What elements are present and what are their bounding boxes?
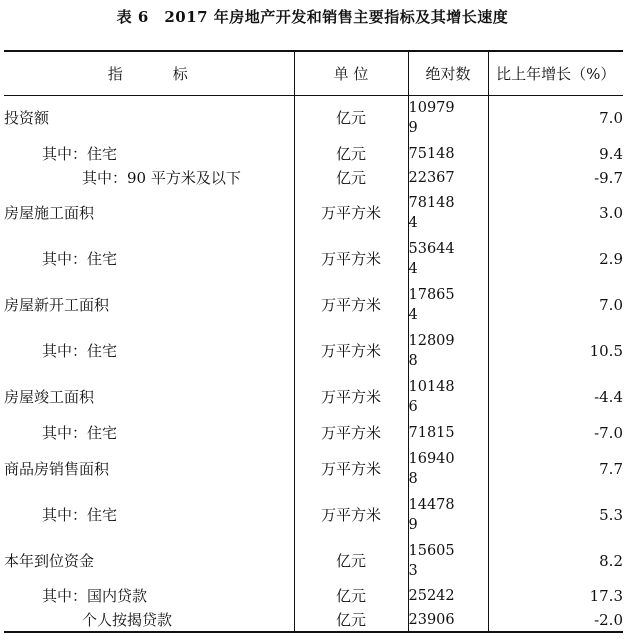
row-growth: -2.0 — [488, 608, 623, 632]
row-unit: 亿元 — [294, 95, 408, 141]
table-row — [4, 95, 623, 141]
row-name: 投资额 — [4, 109, 50, 128]
abs-part-b: 3 — [408, 563, 418, 579]
row-growth: -4.4 — [488, 374, 623, 420]
table-row — [4, 190, 623, 236]
row-unit: 万平方米 — [294, 282, 408, 328]
row-unit: 万平方米 — [294, 374, 408, 420]
abs-part-b: 9 — [408, 120, 418, 137]
header-unit: 单 位 — [294, 51, 408, 95]
row-unit: 亿元 — [294, 584, 408, 608]
row-unit: 万平方米 — [294, 236, 408, 282]
row-absolute — [408, 374, 488, 420]
header-indicator-b: 标 — [172, 64, 190, 83]
row-unit: 万平方米 — [294, 190, 408, 236]
abs-part-a: 15605 — [408, 543, 455, 559]
table-row — [4, 328, 623, 374]
row-growth: 3.0 — [488, 190, 623, 236]
row-absolute — [408, 328, 488, 374]
row-growth: 9.4 — [488, 141, 623, 166]
row-growth: -7.0 — [488, 420, 623, 446]
table-row — [4, 608, 623, 632]
row-growth: 8.2 — [488, 538, 623, 584]
row-unit: 万平方米 — [294, 446, 408, 492]
row-absolute: 22367 — [408, 166, 488, 190]
abs-part-a: 53644 — [408, 241, 455, 257]
row-name: 其中：住宅 — [42, 144, 118, 163]
table-row — [4, 166, 623, 190]
abs-part-a: 17865 — [408, 287, 455, 303]
row-unit: 万平方米 — [294, 328, 408, 374]
row-absolute — [408, 236, 488, 282]
row-growth: 5.3 — [488, 492, 623, 538]
header-indicator — [4, 51, 294, 95]
row-name: 其中：住宅 — [42, 342, 118, 360]
row-unit: 亿元 — [294, 538, 408, 584]
header-row — [4, 51, 623, 95]
row-growth: 7.7 — [488, 446, 623, 492]
table-row — [4, 141, 623, 166]
row-name: 其中：住宅 — [42, 506, 118, 524]
abs-part-b: 9 — [408, 517, 418, 533]
abs-part-b: 8 — [408, 471, 418, 487]
row-unit: 亿元 — [294, 166, 408, 190]
abs-part-b: 4 — [408, 215, 418, 231]
header-growth: 比上年增长（%） — [488, 51, 623, 95]
statistics-table — [4, 50, 623, 633]
row-name: 其中：住宅 — [42, 424, 118, 442]
row-name: 房屋竣工面积 — [4, 388, 95, 406]
table-row — [4, 446, 623, 492]
row-absolute: 75148 — [408, 141, 488, 166]
table-row — [4, 420, 623, 446]
row-unit: 万平方米 — [294, 492, 408, 538]
row-name: 房屋新开工面积 — [4, 296, 110, 314]
row-absolute: 23906 — [408, 608, 488, 632]
header-absolute: 绝对数 — [408, 51, 488, 95]
row-growth: 2.9 — [488, 236, 623, 282]
row-name: 其中：住宅 — [42, 250, 118, 268]
row-absolute — [408, 492, 488, 538]
row-absolute — [408, 446, 488, 492]
table-row — [4, 374, 623, 420]
row-absolute — [408, 190, 488, 236]
row-growth: -9.7 — [488, 166, 623, 190]
abs-part-b: 4 — [408, 261, 418, 277]
abs-part-a: 10979 — [408, 100, 455, 117]
row-growth: 10.5 — [488, 328, 623, 374]
abs-part-a: 78148 — [408, 195, 455, 211]
header-indicator-a: 指 — [107, 64, 125, 83]
row-growth: 7.0 — [488, 282, 623, 328]
row-name: 个人按揭贷款 — [4, 608, 294, 632]
row-name: 房屋施工面积 — [4, 204, 95, 222]
row-absolute — [408, 95, 488, 141]
abs-part-b: 8 — [408, 353, 418, 369]
table-row — [4, 236, 623, 282]
abs-part-a: 10148 — [408, 379, 455, 395]
row-name: 其中：90 平方米及以下 — [82, 169, 241, 187]
table-row — [4, 282, 623, 328]
abs-part-a: 14478 — [408, 497, 455, 513]
row-growth: 7.0 — [488, 95, 623, 141]
row-unit: 亿元 — [294, 141, 408, 166]
row-name: 其中：国内贷款 — [42, 587, 148, 605]
row-absolute — [408, 538, 488, 584]
table-title: 表 6 2017 年房地产开发和销售主要指标及其增长速度 — [116, 8, 509, 26]
row-absolute: 25242 — [408, 584, 488, 608]
row-name: 商品房销售面积 — [4, 460, 110, 478]
table-row — [4, 538, 623, 584]
row-unit: 亿元 — [294, 608, 408, 632]
abs-part-b: 4 — [408, 307, 418, 323]
row-name: 本年到位资金 — [4, 552, 95, 570]
row-absolute — [408, 282, 488, 328]
table-row — [4, 584, 623, 608]
abs-part-b: 6 — [408, 399, 418, 415]
table-row — [4, 492, 623, 538]
abs-part-a: 12809 — [408, 333, 455, 349]
abs-part-a: 16940 — [408, 451, 455, 467]
row-growth: 17.3 — [488, 584, 623, 608]
row-unit: 万平方米 — [294, 420, 408, 446]
row-absolute: 71815 — [408, 420, 488, 446]
